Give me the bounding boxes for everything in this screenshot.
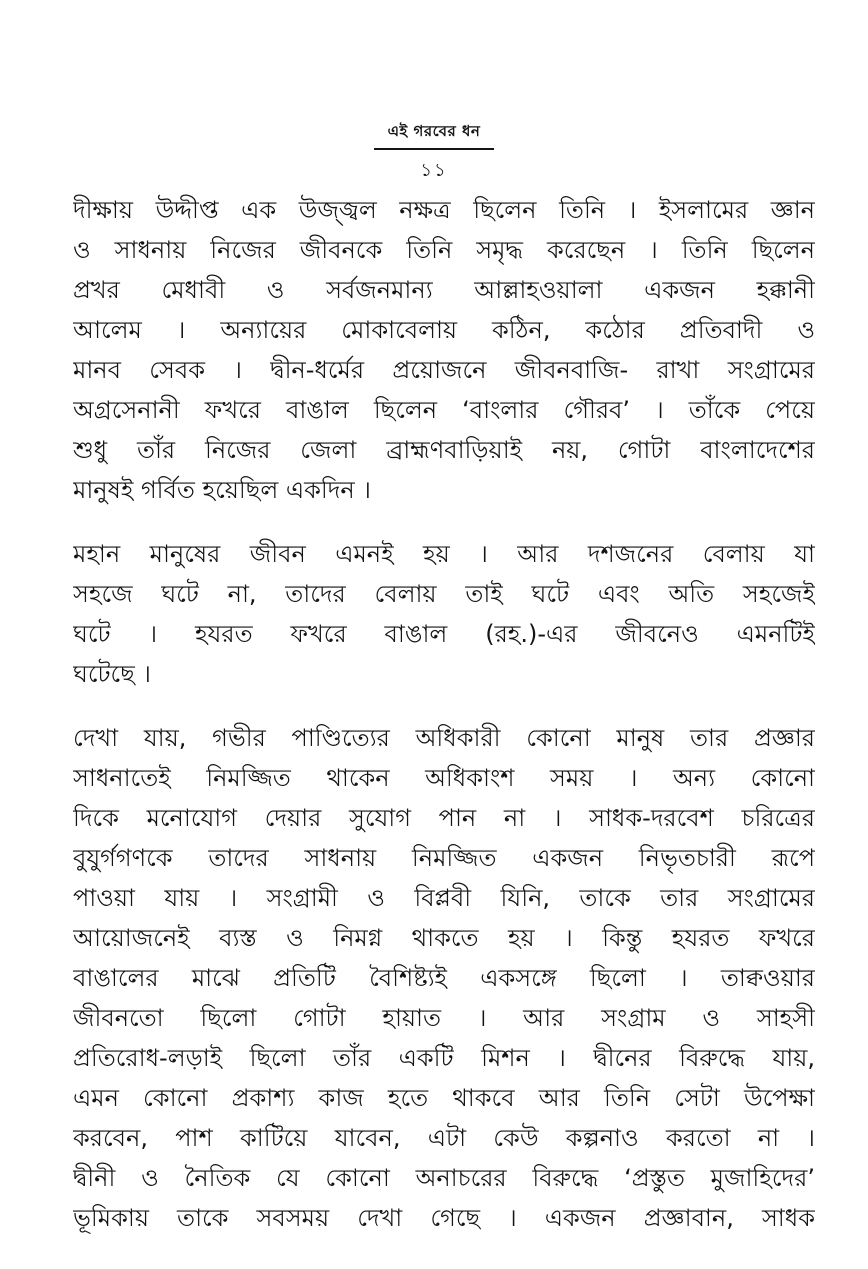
paragraph-2: [73, 534, 815, 694]
text-line: প্রখর মেধাবী ও সর্বজনমান্য আল্লাহওয়ালা একজন হক্কানী: [73, 276, 815, 304]
running-title: এই গরবের ধন: [374, 120, 495, 150]
page-number: ১১: [420, 160, 448, 181]
text-line: সাধনাতেই নিমজ্জিত থাকেন অধিকাংশ সময় । অন্য কোনো: [73, 764, 815, 792]
text-line: ঘটেছে ।: [73, 660, 151, 688]
text-line: দিকে মনোযোগ দেয়ার সুযোগ পান না । সাধক-দরবেশ চরিত্রের: [73, 804, 815, 832]
text-line: দেখা যায়, গভীর পাণ্ডিত্যের অধিকারী কোনো মানুষ তার প্রজ্ঞার: [73, 724, 815, 752]
body-text: [73, 190, 815, 1262]
running-header: [0, 120, 868, 187]
text-line: আলেম । অন্যায়ের মোকাবেলায় কঠিন, কঠোর প্রতিবাদী ও: [73, 316, 815, 344]
text-line: দ্বীনী ও নৈতিক যে কোনো অনাচরের বিরুদ্ধে ‘প্রস্তুত মুজাহিদের’: [73, 1164, 815, 1192]
text-line: দীক্ষায় উদ্দীপ্ত এক উজ্জ্বল নক্ষত্র ছিলেন তিনি । ইসলামের জ্ঞান: [73, 196, 815, 224]
text-line: পাওয়া যায় । সংগ্রামী ও বিপ্লবী যিনি, তাকে তার সংগ্রামের: [73, 884, 815, 912]
text-line: মহান মানুষের জীবন এমনই হয় । আর দশজনের বেলায় যা: [73, 540, 815, 568]
text-line: মানুষই গর্বিত হয়েছিল একদিন ।: [73, 476, 371, 504]
text-line: আয়োজনেই ব্যস্ত ও নিমগ্ন থাকতে হয় । কিন্তু হযরত ফখরে: [73, 924, 815, 952]
text-line: বুযুর্গগণকে তাদের সাধনায় নিমজ্জিত একজন নিভৃতচারী রূপে: [73, 844, 815, 872]
text-line: প্রতিরোধ-লড়াই ছিলো তাঁর একটি মিশন । দ্বীনের বিরুদ্ধে যায়,: [73, 1044, 815, 1072]
text-line: ও সাধনায় নিজের জীবনকে তিনি সমৃদ্ধ করেছেন । তিনি ছিলেন: [73, 236, 815, 264]
text-line: করবেন, পাশ কাটিয়ে যাবেন, এটা কেউ কল্পনাও করতো না ।: [73, 1124, 815, 1152]
paragraph-3: [73, 718, 815, 1238]
paragraph-1: [73, 190, 815, 510]
text-line: ভূমিকায় তাকে সবসময় দেখা গেছে । একজন প্রজ্ঞাবান, সাধক: [73, 1204, 815, 1232]
text-line: বাঙালের মাঝে প্রতিটি বৈশিষ্ট্যই একসঙ্গে ছিলো । তাক্বওয়ার: [73, 964, 815, 992]
text-line: এমন কোনো প্রকাশ্য কাজ হতে থাকবে আর তিনি সেটা উপেক্ষা: [73, 1084, 815, 1112]
text-line: অগ্রসেনানী ফখরে বাঙাল ছিলেন ‘বাংলার গৌরব’ । তাঁকে পেয়ে: [73, 396, 815, 424]
text-line: শুধু তাঁর নিজের জেলা ব্রাহ্মণবাড়িয়াই নয়, গোটা বাংলাদেশের: [73, 436, 815, 464]
text-line: ঘটে । হযরত ফখরে বাঙাল (রহ.)-এর জীবনেও এমনটিই: [73, 620, 815, 648]
text-line: সহজে ঘটে না, তাদের বেলায় তাই ঘটে এবং অতি সহজেই: [73, 580, 815, 608]
text-line: জীবনতো ছিলো গোটা হায়াত । আর সংগ্রাম ও সাহসী: [73, 1004, 815, 1032]
text-line: মানব সেবক । দ্বীন-ধর্মের প্রয়োজনে জীবনবাজি- রাখা সংগ্রামের: [73, 356, 815, 384]
